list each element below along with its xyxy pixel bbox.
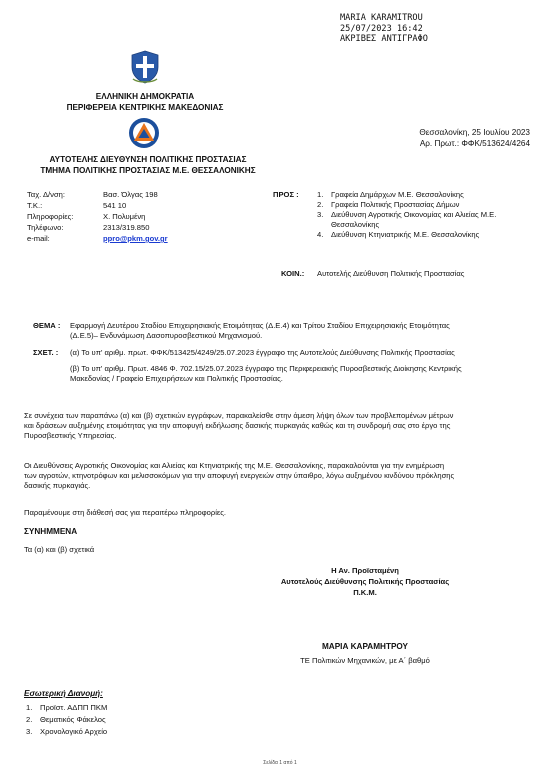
list-item: 3. Διεύθυνση Αγροτικής Οικονομίας και Αλιείας Μ.Ε.	[317, 210, 497, 219]
signatory-role: ΤΕ Πολιτικών Μηχανικών, με Α΄ βαθμό	[300, 656, 430, 665]
greek-emblem-icon	[130, 50, 160, 84]
recipients-label: ΠΡΟΣ :	[273, 190, 299, 199]
contact-label: Ταχ. Δ/νση:	[27, 190, 65, 199]
list-item: 2. Γραφεία Πολιτικής Προστασίας Δήμων	[317, 200, 460, 209]
body-paragraph: Σε συνέχεια των παραπάνω (α) και (β) σχετικών εγγράφων, παρακαλείσθε στην άμεση λήψη όλων των προβλεπομένων μέτρων και δράσεων αυξημένης ετοιμότητας για την αποφυγή εκδήλωσης δασικής πυρκαγιάς καθώς και τη συνδρομή σας στο έργο της Πυροσβεστικής Υπηρεσίας.	[24, 411, 454, 440]
header-directorate: ΑΥΤΟΤΕΛΗΣ ΔΙΕΥΘΥΝΣΗ ΠΟΛΙΤΙΚΗΣ ΠΡΟΣΤΑΣΙΑΣ	[49, 155, 247, 164]
stamp-datetime: 25/07/2023 16:42	[340, 23, 423, 34]
signature-title: Η Αν. Προϊσταμένη	[331, 566, 399, 575]
stamp-block	[340, 13, 480, 45]
civil-protection-logo-icon	[128, 117, 160, 149]
subject-label: ΘΕΜΑ :	[33, 321, 61, 330]
header-region: ΠΕΡΙΦΕΡΕΙΑ ΚΕΝΤΡΙΚΗΣ ΜΑΚΕΔΟΝΙΑΣ	[66, 103, 224, 112]
contact-label: Πληροφορίες:	[27, 212, 74, 221]
email-link[interactable]: ppro@pkm.gov.gr	[103, 234, 168, 243]
list-item: 2. Θεματικός Φάκελος	[26, 715, 106, 724]
document-date: Θεσσαλονίκη, 25 Ιουλίου 2023	[419, 128, 530, 137]
internal-distribution-list	[26, 703, 226, 737]
contact-label: Τηλέφωνο:	[27, 223, 64, 232]
subject-line: (Δ.Ε.5)– Ενδυνάμωση Δασοπυροσβεστικού Μηχανισμού.	[70, 331, 263, 340]
related-b: Μακεδονίας / Γραφείο Επιχειρήσεων και Πολιτικής Προστασίας.	[70, 374, 283, 383]
internal-distribution-label: Εσωτερική Διανομή:	[24, 689, 103, 698]
body-paragraph: Παραμένουμε στη διάθεσή σας για περαιτέρω πληροφορίες.	[24, 508, 227, 517]
list-item: Θεσσαλονίκης	[331, 220, 380, 229]
signature-title: Αυτοτελούς Διεύθυνσης Πολιτικής Προστασίας	[280, 577, 450, 586]
recipients-list	[317, 190, 547, 240]
header-department: ΤΜΗΜΑ ΠΟΛΙΤΙΚΗΣ ΠΡΟΣΤΑΣΙΑΣ Μ.Ε. ΘΕΣΣΑΛΟΝΙΚΗΣ	[40, 166, 256, 175]
contact-label: e-mail:	[27, 234, 50, 243]
list-item: 3. Χρονολογικό Αρχείο	[26, 727, 108, 736]
attachments-text: Τα (α) και (β) σχετικά	[24, 545, 95, 554]
contact-value: 2313/319.850	[103, 223, 150, 232]
stamp-name: MARIA KARAMITROU	[340, 13, 423, 23]
related-label: ΣΧΕΤ. :	[33, 348, 59, 357]
subject-line: Εφαρμογή Δευτέρου Σταδίου Επιχειρησιακής Ετοιμότητας (Δ.Ε.4) και Τρίτου Σταδίου Επιχειρησιακής Ετοιμότητας	[70, 321, 450, 330]
list-item: 4. Διεύθυνση Κτηνιατρικής Μ.Ε. Θεσσαλονίκης	[317, 230, 480, 239]
page-footer: Σελίδα 1 από 1	[263, 760, 297, 766]
contact-value: 541 10	[103, 201, 127, 210]
contact-label: Τ.Κ.:	[27, 201, 43, 210]
header-republic: ΕΛΛΗΝΙΚΗ ΔΗΜΟΚΡΑΤΙΑ	[95, 92, 195, 101]
cc-text: Αυτοτελής Διεύθυνση Πολιτικής Προστασίας	[317, 269, 465, 278]
signature-title: Π.Κ.Μ.	[353, 588, 377, 597]
contact-value: Χ. Πολυμένη	[103, 212, 146, 221]
stamp-certified: ΑΚΡΙΒΕΣ ΑΝΤΙΓΡΑΦΟ	[340, 34, 428, 44]
signatory-name: ΜΑΡΙΑ ΚΑΡΑΜΗΤΡΟΥ	[321, 642, 409, 651]
list-item: 1. Προϊστ. ΑΔΠΠ ΠΚΜ	[26, 703, 108, 712]
body-paragraph: Οι Διευθύνσεις Αγροτικής Οικονομίας και Αλιείας και Κτηνιατρικής της Μ.Ε. Θεσσαλονίκης, παρακαλούνται για την ενημέρωση των αγροτών, κτηνοτρόφων και μελισσοκόμων για την αποφυγή ενεργειών στην ύπαιθρο, λόγω αυξημένου κινδύνου πρόκλησης δασικής πυρκαγιάς.	[24, 461, 455, 490]
cc-label: ΚΟΙΝ.:	[281, 269, 305, 278]
related-a: (α) Το υπ' αριθμ. πρωτ. ΦΦΚ/513425/4249/25.07.2023 έγγραφο της Αυτοτελούς Διεύθυνσης Πολιτικής Προστασίας	[70, 348, 455, 357]
list-item: 1. Γραφεία Δημάρχων Μ.Ε. Θεσσαλονίκης	[317, 190, 464, 199]
attachments-label: ΣΥΝΗΜΜΕΝΑ	[24, 527, 78, 536]
contact-value: Βασ. Όλγας 198	[103, 190, 158, 199]
related-b: (β) Το υπ' αριθμ. Πρωτ. 4846 Φ. 702.15/25.07.2023 έγγραφο της Περιφερειακής Πυροσβεστικής Διοίκησης Κεντρικής	[70, 364, 462, 373]
protocol-number: Αρ. Πρωτ.: ΦΦΚ/513624/4264	[419, 139, 530, 148]
